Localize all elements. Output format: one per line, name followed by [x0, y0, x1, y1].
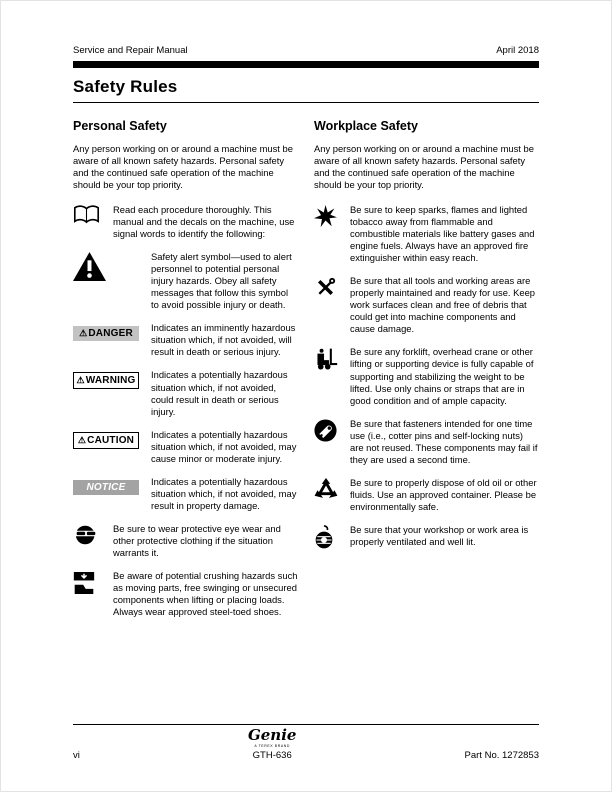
- forklift-icon: [314, 346, 350, 406]
- genie-logo-subtext: A TEREX BRAND: [254, 743, 291, 748]
- header-manual-title: Service and Repair Manual: [73, 45, 188, 56]
- warning-triangle-icon: ⚠: [76, 375, 85, 386]
- sparks-icon: [314, 204, 350, 264]
- safety-item-text: Indicates a potentially hazardous situation which, if not avoided, could result in death or serious injury.: [151, 369, 288, 417]
- safety-items-list: [73, 204, 298, 618]
- header-divider-bar: [73, 61, 539, 68]
- title-rule: [73, 102, 539, 103]
- recycle-icon: [314, 477, 350, 513]
- footer-model-number: GTH-636: [252, 749, 292, 761]
- safety-item: [73, 251, 298, 311]
- safety-item-text: Be sure that all tools and working areas are properly maintained and ready for use. Keep work surfaces clean and free of debris that could get into machine components and cause damage.: [350, 275, 536, 335]
- content-columns: [73, 119, 539, 629]
- safety-item-text: Be sure any forklift, overhead crane or other lifting or supporting device is fully capable of supporting and stabilizing the weight to be lifted. Use only chains or straps that are in good condition and of ample capacity.: [350, 346, 534, 406]
- safety-item-text: Be sure that fasteners intended for one time use (i.e., cotter pins and self-locking nuts) are not reused. These components may fail if they are used a second time.: [350, 417, 538, 465]
- safety-item: [314, 477, 539, 513]
- safety-item-text: Safety alert symbol—used to alert personnel to potential personal injury hazards. Obey all safety messages that follow this symbol to avoid possible injury or death.: [151, 251, 292, 311]
- footer-page-number: vi: [73, 750, 80, 761]
- open-book-icon: [73, 204, 113, 240]
- section-heading-personal-safety: Personal Safety: [73, 119, 167, 133]
- notice-badge: NOTICE: [73, 480, 139, 495]
- safety-item: [314, 524, 539, 550]
- safety-item-text: Indicates an imminently hazardous situation which, if not avoided, will result in death or serious injury.: [151, 322, 296, 358]
- warning-triangle-icon: ⚠: [77, 434, 87, 445]
- safety-item-text: Be aware of potential crushing hazards such as moving parts, free swinging or unsecured components when lifting or placing loads. Always wear approved steel-toed shoes.: [113, 569, 298, 617]
- work-light-icon: [314, 524, 350, 550]
- danger-badge: ⚠DANGER: [73, 326, 139, 341]
- safety-item: [73, 523, 298, 559]
- page-title: Safety Rules: [73, 77, 178, 96]
- safety-item-text: Be sure to properly dispose of old oil or other fluids. Use an approved container. Please be environmentally safe.: [350, 476, 537, 512]
- safety-item: [73, 322, 298, 358]
- eye-protection-icon: [73, 523, 113, 559]
- crushing-hazard-icon: [73, 570, 113, 618]
- safety-item: [314, 275, 539, 335]
- footer-rule: [73, 724, 539, 725]
- safety-item: [73, 429, 298, 465]
- personal-safety-column: [73, 119, 298, 629]
- caution-badge: ⚠CAUTION: [73, 432, 139, 449]
- danger-badge-cell: [73, 322, 151, 358]
- page-header: [73, 45, 539, 56]
- tools-icon: [314, 275, 350, 335]
- warning-badge: ⚠WARNING: [73, 372, 139, 389]
- page-footer: [73, 724, 539, 761]
- footer-center-block: [248, 727, 297, 761]
- safety-alert-icon: [73, 251, 151, 311]
- safety-item: [73, 369, 298, 417]
- safety-item-text: Be sure to keep sparks, flames and lighted tobacco away from flammable and combustible materials like battery gases and engine fuels. Always have an approved fire extinguisher within easy reach.: [350, 204, 535, 264]
- header-date: April 2018: [496, 45, 539, 56]
- warning-triangle-icon: ⚠: [79, 328, 88, 339]
- warning-badge-cell: [73, 369, 151, 417]
- safety-items-list: [314, 204, 539, 550]
- workplace-safety-column: [314, 119, 539, 629]
- safety-item-text: Indicates a potentially hazardous situation which, if not avoided, may result in property damage.: [151, 475, 297, 511]
- safety-item-text: Be sure to wear protective eye wear and other protective clothing if the situation warrants it.: [113, 522, 281, 558]
- safety-item: [314, 346, 539, 406]
- section-intro: Any person working on or around a machine must be aware of all known safety hazards. Personal safety and the continued safe operation of the machine should be your top priority.: [73, 143, 293, 191]
- safety-item: [314, 204, 539, 264]
- safety-item-text: Be sure that your workshop or work area is properly ventilated and well lit.: [350, 523, 529, 547]
- footer-part-number: Part No. 1272853: [464, 750, 539, 761]
- section-heading-workplace-safety: Workplace Safety: [314, 119, 418, 133]
- caution-badge-cell: [73, 429, 151, 465]
- safety-item-text: Read each procedure thoroughly. This manual and the decals on the machine, use signal words to identify the following:: [113, 204, 295, 240]
- safety-item-text: Indicates a potentially hazardous situation which, if not avoided, may cause minor or moderate injury.: [151, 428, 297, 464]
- fastener-icon: [314, 418, 350, 466]
- section-intro: Any person working on or around a machine must be aware of all known safety hazards. Personal safety and the continued safe operation of the machine should be your top priority.: [314, 143, 534, 191]
- notice-badge-cell: [73, 476, 151, 512]
- safety-item: [73, 476, 298, 512]
- genie-logo: Genie: [247, 726, 297, 745]
- safety-item: [73, 204, 298, 240]
- safety-item: [314, 418, 539, 466]
- safety-item: [73, 570, 298, 618]
